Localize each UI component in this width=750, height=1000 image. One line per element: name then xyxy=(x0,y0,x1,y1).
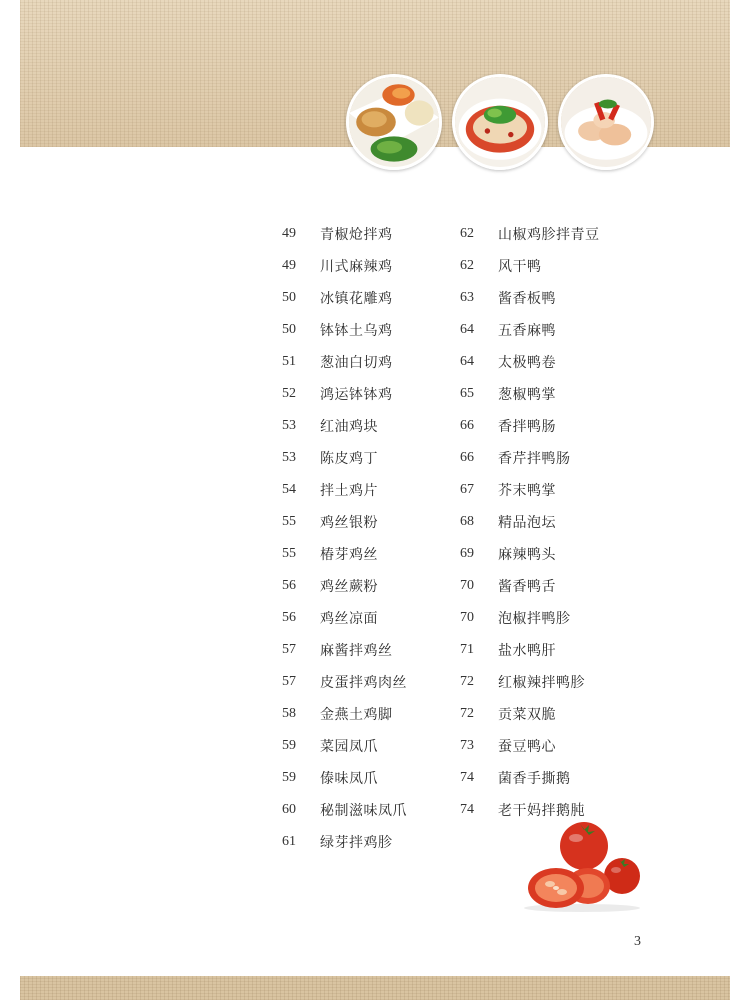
toc-entry[interactable] xyxy=(282,218,407,250)
toc-title: 鸡丝银粉 xyxy=(320,515,378,531)
toc-entry[interactable] xyxy=(460,474,600,506)
toc-page-number: 68 xyxy=(460,514,474,529)
toc-page-number: 49 xyxy=(282,258,296,273)
toc-page-number: 53 xyxy=(282,418,296,433)
toc-title: 风干鸭 xyxy=(498,259,542,275)
toc-title: 五香麻鸭 xyxy=(498,323,556,339)
toc-entry[interactable] xyxy=(282,602,407,634)
toc-title: 精品泡坛 xyxy=(498,515,556,531)
toc-entry[interactable] xyxy=(460,314,600,346)
dish-photo-3-icon xyxy=(558,74,654,170)
toc-page-number: 59 xyxy=(282,770,296,785)
toc-title: 葱椒鸭掌 xyxy=(498,387,556,403)
toc-page-number: 66 xyxy=(460,418,474,433)
toc-page-number: 49 xyxy=(282,226,296,241)
toc-column-right xyxy=(460,218,600,826)
toc-entry[interactable] xyxy=(460,762,600,794)
toc-page-number: 73 xyxy=(460,738,474,753)
toc-title: 太极鸭卷 xyxy=(498,355,556,371)
toc-page-number: 70 xyxy=(460,578,474,593)
toc-page-number: 70 xyxy=(460,610,474,625)
toc-page-number: 74 xyxy=(460,770,474,785)
toc-entry[interactable] xyxy=(460,218,600,250)
page-number: 3 xyxy=(634,934,641,949)
toc-title: 贡菜双脆 xyxy=(498,707,556,723)
toc-page-number: 72 xyxy=(460,674,474,689)
toc-title: 老干妈拌鹅肫 xyxy=(498,803,585,819)
toc-page-number: 62 xyxy=(460,226,474,241)
toc-page-number: 50 xyxy=(282,322,296,337)
toc-title: 红油鸡块 xyxy=(320,419,378,435)
toc-entry[interactable] xyxy=(282,538,407,570)
toc-entry[interactable] xyxy=(460,730,600,762)
toc-entry[interactable] xyxy=(282,794,407,826)
toc-entry[interactable] xyxy=(460,570,600,602)
toc-title: 山椒鸡胗拌青豆 xyxy=(498,227,600,243)
toc-title: 拌土鸡片 xyxy=(320,483,378,499)
toc-title: 菌香手撕鹅 xyxy=(498,771,571,787)
footer-texture-band xyxy=(20,976,730,1000)
toc-page-number: 64 xyxy=(460,322,474,337)
toc-entry[interactable] xyxy=(282,826,407,858)
toc-entry[interactable] xyxy=(460,282,600,314)
toc-page-number: 59 xyxy=(282,738,296,753)
toc-page-number: 62 xyxy=(460,258,474,273)
toc-entry[interactable] xyxy=(460,698,600,730)
toc-entry[interactable] xyxy=(460,538,600,570)
toc-title: 葱油白切鸡 xyxy=(320,355,393,371)
toc-entry[interactable] xyxy=(460,442,600,474)
toc-title: 冰镇花雕鸡 xyxy=(320,291,393,307)
toc-title: 傣味凤爪 xyxy=(320,771,378,787)
toc-title: 酱香鸭舌 xyxy=(498,579,556,595)
toc-title: 酱香板鸭 xyxy=(498,291,556,307)
toc-title: 香拌鸭肠 xyxy=(498,419,556,435)
toc-page-number: 58 xyxy=(282,706,296,721)
toc-entry[interactable] xyxy=(282,378,407,410)
toc-entry[interactable] xyxy=(282,570,407,602)
toc-title: 钵钵土乌鸡 xyxy=(320,323,393,339)
toc-title: 川式麻辣鸡 xyxy=(320,259,393,275)
toc-title: 芥末鸭掌 xyxy=(498,483,556,499)
toc-title: 香芹拌鸭肠 xyxy=(498,451,571,467)
toc-title: 皮蛋拌鸡肉丝 xyxy=(320,675,407,691)
toc-title: 红椒辣拌鸭胗 xyxy=(498,675,585,691)
toc-page-number: 57 xyxy=(282,642,296,657)
toc-title: 绿芽拌鸡胗 xyxy=(320,835,393,851)
toc-page-number: 71 xyxy=(460,642,474,657)
toc-title: 蚕豆鸭心 xyxy=(498,739,556,755)
toc-page-number: 54 xyxy=(282,482,296,497)
toc-page-number: 69 xyxy=(460,546,474,561)
toc-title: 青椒炝拌鸡 xyxy=(320,227,393,243)
toc-title: 鸡丝蕨粉 xyxy=(320,579,378,595)
toc-entry[interactable] xyxy=(460,250,600,282)
toc-page-number: 52 xyxy=(282,386,296,401)
toc-page-number: 56 xyxy=(282,578,296,593)
toc-title: 麻酱拌鸡丝 xyxy=(320,643,393,659)
toc-page-number: 51 xyxy=(282,354,296,369)
toc-entry[interactable] xyxy=(282,730,407,762)
toc-entry[interactable] xyxy=(282,762,407,794)
toc-title: 陈皮鸡丁 xyxy=(320,451,378,467)
toc-page-number: 65 xyxy=(460,386,474,401)
toc-entry[interactable] xyxy=(460,378,600,410)
toc-title: 秘制滋味凤爪 xyxy=(320,803,407,819)
toc-entry[interactable] xyxy=(282,634,407,666)
toc-entry[interactable] xyxy=(460,506,600,538)
toc-page-number: 53 xyxy=(282,450,296,465)
toc-title: 椿芽鸡丝 xyxy=(320,547,378,563)
toc-title: 菜园凤爪 xyxy=(320,739,378,755)
toc-page-number: 55 xyxy=(282,546,296,561)
toc-entry[interactable] xyxy=(460,634,600,666)
toc-page-number: 50 xyxy=(282,290,296,305)
toc-page-number: 63 xyxy=(460,290,474,305)
toc-entry[interactable] xyxy=(282,474,407,506)
toc-entry[interactable] xyxy=(460,602,600,634)
toc-title: 泡椒拌鸭胗 xyxy=(498,611,571,627)
toc-entry[interactable] xyxy=(282,314,407,346)
toc-entry[interactable] xyxy=(282,410,407,442)
toc-entry[interactable] xyxy=(282,698,407,730)
toc-page-number: 55 xyxy=(282,514,296,529)
toc-entry[interactable] xyxy=(460,410,600,442)
toc-page-number: 64 xyxy=(460,354,474,369)
toc-title: 麻辣鸭头 xyxy=(498,547,556,563)
toc-entry[interactable] xyxy=(282,346,407,378)
toc-entry[interactable] xyxy=(282,666,407,698)
toc-entry[interactable] xyxy=(282,250,407,282)
dish-photo-2-icon xyxy=(452,74,548,170)
toc-title: 鸿运钵钵鸡 xyxy=(320,387,393,403)
toc-page-number: 74 xyxy=(460,802,474,817)
toc-title: 金燕土鸡脚 xyxy=(320,707,393,723)
toc-page-number: 56 xyxy=(282,610,296,625)
toc-page-number: 61 xyxy=(282,834,296,849)
toc-entry[interactable] xyxy=(282,442,407,474)
toc-page-number: 57 xyxy=(282,674,296,689)
dish-photo-1-icon xyxy=(346,74,442,170)
toc-page-number: 72 xyxy=(460,706,474,721)
toc-entry[interactable] xyxy=(460,666,600,698)
toc-page-number: 67 xyxy=(460,482,474,497)
toc-page-number: 66 xyxy=(460,450,474,465)
toc-entry[interactable] xyxy=(460,346,600,378)
toc-title: 盐水鸭肝 xyxy=(498,643,556,659)
toc-column-left xyxy=(282,218,407,858)
toc-entry[interactable] xyxy=(282,506,407,538)
toc-title: 鸡丝凉面 xyxy=(320,611,378,627)
toc-entry[interactable] xyxy=(282,282,407,314)
tomato-illustration-icon xyxy=(518,820,644,912)
toc-page-number: 60 xyxy=(282,802,296,817)
